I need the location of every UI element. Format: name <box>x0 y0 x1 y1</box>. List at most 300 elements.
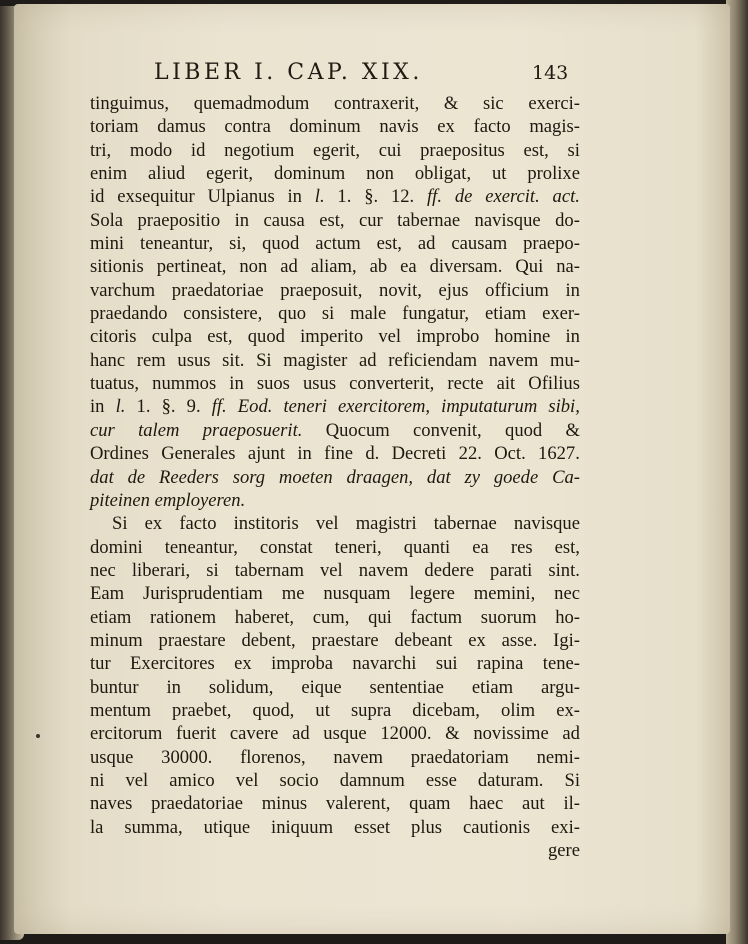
word <box>312 629 379 652</box>
word <box>132 559 190 582</box>
word-part: §. <box>161 396 176 418</box>
word <box>378 325 401 348</box>
word-part: teneantur, <box>140 233 214 255</box>
word <box>242 629 296 652</box>
word <box>151 792 243 815</box>
word-part: diversam. <box>429 256 503 278</box>
word <box>288 185 302 208</box>
word-part: talem <box>138 419 180 441</box>
word <box>90 792 132 815</box>
word <box>543 652 580 675</box>
word <box>282 582 305 605</box>
word-part: tuatus, <box>90 373 140 395</box>
word <box>152 372 216 395</box>
word <box>239 255 267 278</box>
word <box>475 209 541 232</box>
word <box>204 816 250 839</box>
word <box>230 722 279 745</box>
word <box>283 349 347 372</box>
word <box>416 325 479 348</box>
word <box>224 139 294 162</box>
word-part: mentum <box>90 699 151 721</box>
running-head: LIBER I. CAP. XIX. <box>154 60 423 85</box>
word-part: na- <box>556 256 580 278</box>
text-line <box>90 419 580 442</box>
text-line <box>90 629 580 652</box>
word <box>474 115 511 138</box>
word <box>555 606 580 629</box>
word <box>515 255 543 278</box>
word <box>538 442 580 465</box>
book-page <box>14 4 730 934</box>
word-part: obligat, <box>414 163 472 185</box>
word <box>90 816 103 839</box>
word <box>90 442 149 465</box>
word <box>284 395 327 418</box>
word <box>323 582 390 605</box>
word <box>556 699 580 722</box>
word-part: Si <box>564 769 580 791</box>
word <box>469 792 503 815</box>
word <box>391 185 414 208</box>
word-part: minum <box>90 629 143 651</box>
word-part: & <box>565 419 580 441</box>
word <box>90 302 167 325</box>
word-part: Exercitores <box>130 653 215 675</box>
word-part: Jurisprudentiam <box>143 583 263 605</box>
word-part: actum <box>315 233 361 255</box>
word-part: ea <box>400 256 417 278</box>
word-part: dominum <box>273 163 346 185</box>
word <box>441 395 537 418</box>
word <box>289 115 360 138</box>
word-part: sui <box>435 653 458 675</box>
text-line <box>90 279 580 302</box>
word <box>233 466 265 489</box>
word-part: sic <box>483 93 504 114</box>
word <box>229 372 243 395</box>
word <box>494 442 526 465</box>
word <box>159 629 226 652</box>
word-part: liberari, <box>131 559 191 581</box>
word-part: facto <box>179 513 217 535</box>
word-part: male <box>350 303 387 325</box>
word <box>444 92 458 115</box>
word-part: 9. <box>186 396 201 418</box>
body-text <box>90 92 580 862</box>
word <box>240 746 306 769</box>
word <box>554 582 580 605</box>
page-header <box>14 60 730 90</box>
word-part: asse. <box>501 629 538 651</box>
word-part: praepositus <box>420 139 505 161</box>
word-part: debent, <box>241 629 296 651</box>
word-part: 1. <box>136 396 151 418</box>
word <box>409 582 454 605</box>
text-line <box>90 349 580 372</box>
word <box>548 559 580 582</box>
word-part: citoris <box>90 326 137 348</box>
word <box>555 536 580 559</box>
text-line <box>90 209 580 232</box>
word-part: recte <box>447 373 484 395</box>
word-part: & <box>445 723 460 745</box>
word-part: quod <box>247 326 285 348</box>
word-part: fine <box>324 443 354 465</box>
word-part: quo <box>278 303 307 325</box>
word <box>90 629 143 652</box>
word-part: Decreti <box>391 443 447 465</box>
word <box>90 746 133 769</box>
word <box>316 512 339 535</box>
word-part: cur <box>90 419 115 441</box>
word-part: draagen, <box>346 466 414 488</box>
page-number: 143 <box>532 62 569 84</box>
word-part: utique <box>203 816 251 838</box>
word-part: convenit, <box>413 419 482 441</box>
word <box>161 746 212 769</box>
word-part: etiam <box>90 606 132 628</box>
word <box>527 162 580 185</box>
word-part: cur <box>358 209 383 231</box>
word-part: enim <box>90 163 128 185</box>
word-part: il- <box>563 793 580 815</box>
word <box>370 255 388 278</box>
word-part: converterit, <box>349 373 435 395</box>
text-line <box>90 839 580 862</box>
word-part: vel <box>378 326 402 348</box>
word-part: culpa <box>151 326 192 348</box>
word-part: nec <box>90 559 116 581</box>
word-part: ex <box>437 116 455 138</box>
word-part: 1. <box>337 186 352 208</box>
word <box>370 676 444 699</box>
word-part: amico <box>169 769 215 791</box>
word <box>140 232 213 255</box>
word <box>262 232 299 255</box>
word <box>324 442 353 465</box>
word <box>395 629 453 652</box>
word-part: Quocum <box>325 419 390 441</box>
word-part: navem <box>333 746 383 768</box>
word-part: dicebam, <box>412 699 480 721</box>
word-part: exercitorem, <box>338 396 431 418</box>
word <box>514 512 580 535</box>
text-line <box>90 512 580 535</box>
word-part: gere <box>548 840 580 861</box>
word <box>420 139 505 162</box>
word <box>556 255 580 278</box>
word <box>155 489 246 512</box>
word <box>235 606 294 629</box>
text-line <box>90 792 580 815</box>
word <box>379 279 422 302</box>
word-part: qui <box>368 606 392 628</box>
word-part: praedatoriae <box>151 793 243 815</box>
word <box>278 302 306 325</box>
word-part: facto <box>473 116 511 138</box>
word-part: cui <box>378 139 402 161</box>
word-part: si, <box>229 233 247 255</box>
word-part: sententiae <box>369 676 444 698</box>
word-part: contra <box>224 116 271 138</box>
text-line <box>90 185 580 208</box>
word <box>90 699 151 722</box>
word <box>159 466 219 489</box>
word <box>468 629 486 652</box>
word <box>424 559 474 582</box>
word <box>541 676 580 699</box>
word-part: varchum <box>90 279 156 301</box>
word <box>497 372 516 395</box>
word-part: in <box>234 209 250 231</box>
word <box>400 255 417 278</box>
text-line <box>90 115 580 138</box>
text-line <box>90 699 580 722</box>
word-part: teneri, <box>334 536 382 558</box>
word-part: Sola <box>90 209 124 231</box>
word <box>413 419 482 442</box>
word <box>222 349 244 372</box>
word-part: l. <box>314 186 325 208</box>
word-part: ad <box>562 723 580 745</box>
word <box>177 349 210 372</box>
word-part: prolixe <box>527 163 580 185</box>
word-part: suos <box>256 373 290 395</box>
word <box>128 466 146 489</box>
word <box>502 629 538 652</box>
word <box>90 325 136 348</box>
word <box>179 512 216 535</box>
word <box>191 139 205 162</box>
word <box>552 466 580 489</box>
word <box>126 769 149 792</box>
word-part: navis <box>379 116 419 138</box>
word-part: ut <box>491 163 507 185</box>
word-part: id <box>90 186 105 208</box>
word <box>256 349 272 372</box>
text-line <box>90 816 580 839</box>
word-part: in <box>565 279 580 301</box>
word <box>169 769 214 792</box>
word-part: haec <box>469 793 504 815</box>
word-part: buntur <box>90 676 139 698</box>
word <box>439 279 469 302</box>
word <box>326 419 390 442</box>
word-part: ea <box>472 536 489 558</box>
word-part: piteinen <box>90 489 150 511</box>
word-part: solidum, <box>208 676 274 698</box>
word-part: Generales <box>161 443 236 465</box>
word <box>528 372 580 395</box>
word <box>315 185 325 208</box>
word <box>478 769 544 792</box>
word-part: sibi, <box>548 396 580 418</box>
word-part: tabernae <box>397 209 461 231</box>
word <box>489 349 539 372</box>
word-part: institoris <box>233 513 299 535</box>
word-part: parati <box>490 559 533 581</box>
word <box>90 466 114 489</box>
word <box>208 185 275 208</box>
word <box>529 115 580 138</box>
word <box>368 606 392 629</box>
word-part: 12. <box>390 186 415 208</box>
word <box>492 162 506 185</box>
word-part: §. <box>364 186 379 208</box>
word <box>90 349 125 372</box>
word-part: employeren. <box>154 489 246 511</box>
word-part: factum <box>410 606 463 628</box>
word-part: olim <box>501 699 536 721</box>
word-part: Ofilius <box>528 373 580 395</box>
word <box>359 209 383 232</box>
word-part: est, <box>319 209 345 231</box>
word <box>145 512 163 535</box>
word-part: tri, <box>90 139 112 161</box>
word <box>90 606 131 629</box>
text-line <box>90 302 580 325</box>
word-part: teneri <box>283 396 327 418</box>
word <box>359 559 409 582</box>
word-part: homine <box>494 326 551 348</box>
word <box>445 722 459 745</box>
word <box>90 232 124 255</box>
word-part: Si <box>112 513 128 535</box>
word <box>555 209 580 232</box>
word <box>143 582 263 605</box>
word-part: usus <box>303 373 337 395</box>
word-part: magister <box>283 349 348 371</box>
text-line <box>90 769 580 792</box>
word-part: Reeders <box>158 466 219 488</box>
word-part: argu- <box>541 676 580 698</box>
word <box>238 395 273 418</box>
word-part: in <box>90 396 105 418</box>
word <box>157 115 206 138</box>
word <box>300 325 363 348</box>
word <box>335 536 382 559</box>
word-part: aliud <box>148 163 186 185</box>
word-part: daturam. <box>477 769 544 791</box>
word-part: exi- <box>551 816 580 838</box>
word-part: Oct. <box>494 443 526 465</box>
word-part: mu- <box>549 349 580 371</box>
word-part: memini, <box>473 583 536 605</box>
word <box>279 769 318 792</box>
word-part: domini <box>90 536 143 558</box>
word-part: praepo- <box>523 233 580 255</box>
text-line <box>90 442 580 465</box>
word-part: exsequitur <box>117 186 195 208</box>
word <box>313 606 350 629</box>
word <box>388 349 477 372</box>
text-line <box>90 395 580 418</box>
word-part: magistri <box>355 513 417 535</box>
word <box>152 325 192 348</box>
word-part: sorg <box>232 466 266 488</box>
word <box>303 372 336 395</box>
word <box>566 419 580 442</box>
word <box>194 92 310 115</box>
word <box>494 466 538 489</box>
word <box>511 536 533 559</box>
text-line <box>90 255 580 278</box>
word-part: ad <box>280 256 298 278</box>
word-part: vel <box>320 559 343 581</box>
word <box>280 279 362 302</box>
word <box>359 349 377 372</box>
word-part: sitionis <box>90 256 144 278</box>
word <box>553 629 580 652</box>
word-part: esset <box>353 816 391 838</box>
word-part: ad <box>359 349 377 371</box>
word <box>340 769 405 792</box>
word <box>473 722 548 745</box>
word-part: mini <box>90 233 125 255</box>
word <box>411 746 509 769</box>
word <box>150 606 216 629</box>
word-part: damus <box>157 116 206 138</box>
word-part: zy <box>464 466 480 488</box>
word-part: vel <box>315 513 339 535</box>
word <box>402 302 469 325</box>
word-part: exerci- <box>528 93 580 114</box>
word <box>274 162 345 185</box>
word <box>279 466 333 489</box>
word <box>567 139 579 162</box>
word <box>209 676 274 699</box>
word <box>203 419 303 442</box>
word <box>165 536 238 559</box>
word-part: Ca- <box>552 466 580 488</box>
word-part: si <box>206 559 219 581</box>
word-part: tene- <box>542 653 580 675</box>
word-part: florenos, <box>240 746 306 768</box>
word-part: praestare <box>311 629 379 651</box>
word <box>404 536 450 559</box>
word-part: Eam <box>90 583 125 605</box>
word <box>553 185 580 208</box>
word <box>90 652 111 675</box>
word-part: praeposuerit. <box>202 419 303 441</box>
word-part: ho- <box>555 606 580 628</box>
word-part: Eod. <box>237 396 273 418</box>
word <box>472 536 489 559</box>
word-part: nec <box>554 583 580 605</box>
word-part: toriam <box>90 116 139 138</box>
word-part: aut <box>522 793 545 815</box>
word-part: cavere <box>229 723 279 745</box>
word-part: quemadmodum <box>193 93 310 114</box>
word <box>485 302 526 325</box>
word <box>224 115 270 138</box>
word-part: modo <box>129 139 173 161</box>
word <box>566 325 580 348</box>
word-part: negotium <box>224 139 295 161</box>
word <box>495 325 551 348</box>
word-part: haberet, <box>234 606 295 628</box>
word-part: est, <box>207 326 233 348</box>
word-part: vel <box>125 769 149 791</box>
margin-mark <box>36 734 40 738</box>
word-part: navem <box>488 349 539 371</box>
word-part: navem <box>358 559 409 581</box>
word <box>124 816 182 839</box>
word <box>206 162 253 185</box>
word-part: & <box>443 93 459 114</box>
word <box>157 255 227 278</box>
